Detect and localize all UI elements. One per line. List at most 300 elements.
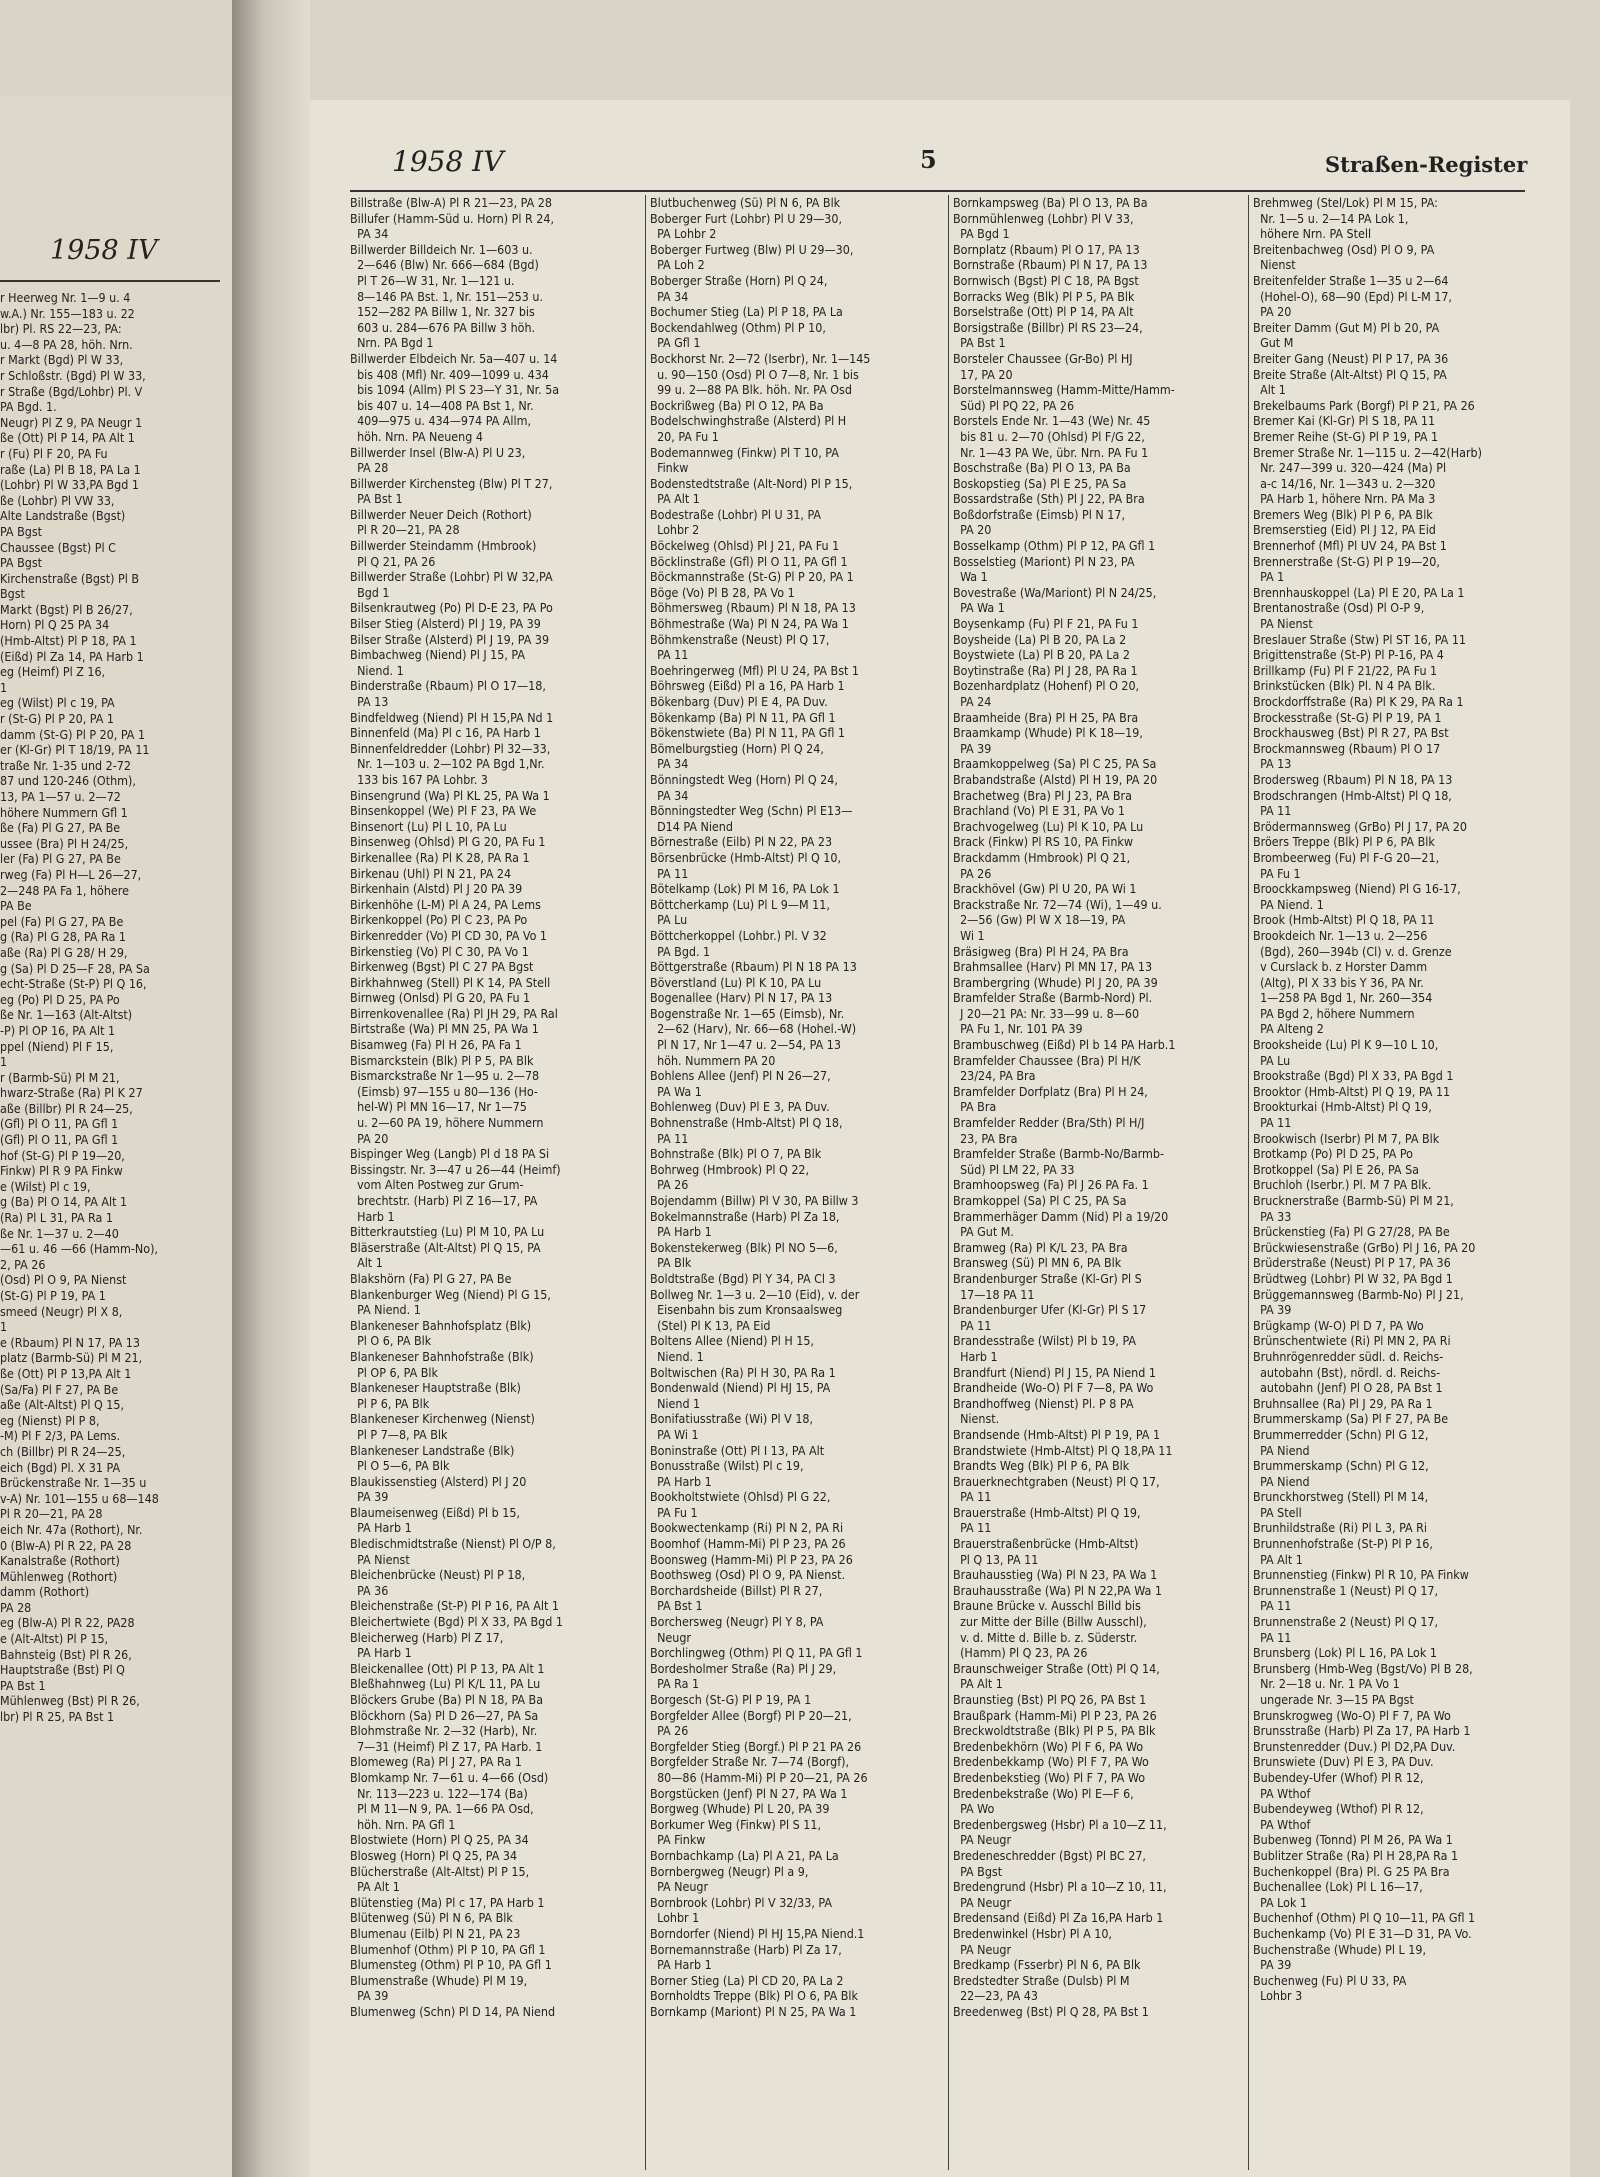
register-entry-line: (Gfl) Pl O 11, PA Gfl 1 [0, 1132, 119, 1148]
page-header-title: Straßen-Register [1325, 152, 1528, 177]
register-entry-line: Brammerhäger Damm (Nid) Pl a 19/20 [953, 1208, 1169, 1224]
register-entry-line: Birkenhain (Alstd) Pl J 20 PA 39 [350, 881, 523, 897]
register-entry-line: Bleichertwiete (Bgd) Pl X 33, PA Bgd 1 [350, 1614, 563, 1630]
register-entry-line: Blumenweg (Schn) Pl D 14, PA Niend [350, 2003, 556, 2019]
register-entry-line: Harb 1 [953, 1348, 998, 1364]
register-entry-line: Bruhnrögenredder südl. d. Reichs- [1253, 1348, 1444, 1364]
register-entry-line: Boskopstieg (Sa) Pl E 25, PA Sa [953, 475, 1127, 491]
register-entry-line: e (Alt-Altst) Pl P 15, [0, 1631, 109, 1647]
register-entry-line: PA Niend. 1 [1253, 896, 1324, 912]
register-entry-line: Horn) Pl Q 25 PA 34 [0, 617, 110, 633]
register-entry-line: Boomhof (Hamm-Mi) Pl P 23, PA 26 [650, 1536, 846, 1552]
register-entry-line: Brombeerweg (Fu) Pl F-G 20—21, [1253, 849, 1440, 865]
register-entry-line: Brückwiesenstraße (GrBo) Pl J 16, PA 20 [1253, 1239, 1476, 1255]
register-entry-line: (Bgd), 260—394b (Cl) v. d. Grenze [1253, 943, 1452, 959]
register-entry-line: Bogenstraße Nr. 1—65 (Eimsb), Nr. [650, 1005, 845, 1021]
register-entry-line: Bodemannweg (Finkw) Pl T 10, PA [650, 444, 839, 460]
register-entry-line: (Eißd) Pl Za 14, PA Harb 1 [0, 648, 144, 664]
register-entry-line: Bornbergweg (Neugr) Pl a 9, [650, 1863, 809, 1879]
register-entry-line: Bredenbekhörn (Wo) Pl F 6, PA Wo [953, 1738, 1144, 1754]
register-entry-line: Blücherstraße (Alt-Altst) Pl P 15, [350, 1863, 530, 1879]
register-entry-line: Brook (Hmb-Altst) Pl Q 18, PA 11 [1253, 912, 1435, 928]
register-entry-line: PA Niend [1253, 1473, 1310, 1489]
register-entry-line: PA 1 [1253, 569, 1285, 585]
register-entry-line: (Hmb-Altst) Pl P 18, PA 1 [0, 633, 137, 649]
register-entry-line: PA Alt 1 [650, 491, 700, 507]
register-entry-line: Bornstraße (Rbaum) Pl N 17, PA 13 [953, 257, 1148, 273]
register-entry-line: Birkenstieg (Vo) Pl C 30, PA Vo 1 [350, 943, 529, 959]
register-entry-line: Brunnenhofstraße (St-P) Pl P 16, [1253, 1536, 1433, 1552]
register-entry-line: Billwerder Billdeich Nr. 1—603 u. [350, 241, 533, 257]
register-entry-line: Bubenweg (Tonnd) Pl M 26, PA Wa 1 [1253, 1832, 1453, 1848]
register-entry-line: (Gfl) Pl O 11, PA Gfl 1 [0, 1116, 119, 1132]
register-entry-line: PA 13 [350, 694, 389, 709]
register-entry-line: v Curslack b. z Horster Damm [1253, 959, 1428, 975]
register-entry-line: bis 407 u. 14—408 PA Bst 1, Nr. [350, 397, 534, 413]
register-entry-line: 13, PA 1—57 u. 2—72 [0, 789, 121, 804]
register-entry-line: Bosselkamp (Othm) Pl P 12, PA Gfl 1 [953, 538, 1156, 554]
register-entry-line: Bispinger Weg (Langb) Pl d 18 PA Si [350, 1146, 550, 1162]
register-entry-line: PA Bst 1 [953, 335, 1006, 351]
register-entry-line: Nienst. [953, 1411, 1000, 1427]
register-entry-line: 20, PA Fu 1 [650, 428, 719, 444]
register-entry-line: ße (Ott) Pl P 13,PA Alt 1 [0, 1365, 132, 1381]
register-entry-line: Bruchloh (Iserbr.) Pl. M 7 PA Blk. [1253, 1177, 1432, 1193]
register-entry-line: u. 90—150 (Osd) Pl O 7—8, Nr. 1 bis [650, 366, 859, 382]
register-entry-line: Alt 1 [350, 1255, 383, 1271]
register-entry-line: Pl OP 6, PA Blk [350, 1364, 438, 1380]
register-entry-line: PA 11 [1253, 803, 1292, 819]
register-entry-line: Breite Straße (Alt-Altst) Pl Q 15, PA [1253, 366, 1447, 382]
register-entry-line: rweg (Fa) Pl H—L 26—27, [0, 866, 142, 882]
register-entry-line: (Osd) Pl O 9, PA Nienst [0, 1272, 127, 1288]
register-entry-line: Brotkoppel (Sa) Pl E 26, PA Sa [1253, 1161, 1419, 1177]
register-entry-line: Brummerskamp (Sa) Pl F 27, PA Be [1253, 1411, 1449, 1427]
register-entry-line: Lohbr 3 [1253, 1988, 1303, 2004]
register-entry-line: 23, PA Bra [953, 1130, 1018, 1146]
register-entry-line: Börnestraße (Eilb) Pl N 22, PA 23 [650, 834, 833, 850]
register-entry-line: Pl N 17, Nr 1—47 u. 2—54, PA 13 [650, 1037, 841, 1053]
register-entry-line: Blumenau (Eilb) Pl N 21, PA 23 [350, 1925, 521, 1941]
register-entry-line: (St-G) Pl P 19, PA 1 [0, 1288, 106, 1303]
register-entry-line: lbr) Pl. RS 22—23, PA: [0, 321, 122, 337]
register-entry-line: Blütenstieg (Ma) Pl c 17, PA Harb 1 [350, 1894, 545, 1910]
register-entry-line: Brandenburger Straße (Kl-Gr) Pl S [953, 1270, 1142, 1286]
register-entry-line: Bilser Straße (Alsterd) Pl J 19, PA 39 [350, 631, 550, 647]
register-entry-line: PA 28 [0, 1599, 32, 1615]
register-entry-line: 23/24, PA Bra [953, 1068, 1036, 1084]
register-entry-line: Brunstenredder (Duv.) Pl D2,PA Duv. [1253, 1738, 1456, 1754]
register-entry-line: Blaukissenstieg (Alsterd) Pl J 20 [350, 1473, 527, 1489]
register-entry-line: PA 39 [1253, 1957, 1292, 1973]
register-entry-line: Breslauer Straße (Stw) Pl ST 16, PA 11 [1253, 631, 1466, 647]
register-entry-line: (Ra) Pl L 31, PA Ra 1 [0, 1210, 113, 1226]
register-entry-line: Birrenkovenallee (Ra) Pl JH 29, PA Ral [350, 1005, 558, 1021]
register-entry-line: Bredenbekstieg (Wo) Pl F 7, PA Wo [953, 1769, 1146, 1785]
register-entry-line: Kirchenstraße (Bgst) Pl B [0, 570, 139, 586]
register-entry-line: PA Neugr [953, 1941, 1012, 1957]
register-entry-line: Bgd 1 [350, 584, 390, 600]
register-entry-line: PA Bra [953, 1099, 997, 1115]
register-entry-line: PA 39 [1253, 1302, 1292, 1318]
register-entry-line: Bokenstekerweg (Blk) Pl NO 5—6, [650, 1239, 838, 1255]
register-entry-line: Böttgerstraße (Rbaum) Pl N 18 PA 13 [650, 959, 857, 975]
register-entry-line: Breiter Damm (Gut M) Pl b 20, PA [1253, 319, 1440, 335]
register-entry-line: Billwerder Kirchensteg (Blw) Pl T 27, [350, 475, 553, 491]
register-entry-line: r (Barmb-Sü) Pl M 21, [0, 1069, 120, 1085]
register-entry-line: Nr. 247—399 u. 320—424 (Ma) Pl [1253, 460, 1447, 476]
register-entry-line: PA Bst 1 [650, 1598, 703, 1614]
register-entry-line: Brucknerstraße (Barmb-Sü) Pl M 21, [1253, 1193, 1454, 1208]
register-entry-line: Bramfelder Dorfplatz (Bra) Pl H 24, [953, 1083, 1148, 1099]
register-entry-line: Nr. 2—18 u. Nr. 1 PA Vo 1 [1253, 1676, 1400, 1692]
register-entry-line: Bornkamp (Mariont) Pl N 25, PA Wa 1 [650, 2003, 857, 2019]
register-entry-line: Brügkamp (W-O) Pl D 7, PA Wo [1253, 1317, 1424, 1333]
register-entry-line: Brehmweg (Stel/Lok) Pl M 15, PA: [1253, 195, 1438, 210]
register-entry-line: PA Bgd 1 [953, 226, 1010, 242]
register-entry-line: Neugr [650, 1629, 692, 1645]
register-entry-line: autobahn (Bst), nördl. d. Reichs- [1253, 1364, 1441, 1380]
register-entry-line: Brückenstraße Nr. 1—35 u [0, 1475, 147, 1491]
register-entry-line: Bredeneschredder (Bgst) Pl BC 27, [953, 1847, 1146, 1863]
register-entry-line: Brauerstraßenbrücke (Hmb-Altst) [953, 1536, 1139, 1552]
register-entry-line: Braamkoppelweg (Sa) Pl C 25, PA Sa [953, 756, 1157, 772]
header-rule [350, 190, 1525, 192]
register-entry-line: Brummerskamp (Schn) Pl G 12, [1253, 1458, 1429, 1474]
register-entry-line: r (Fu) Pl F 20, PA Fu [0, 445, 108, 461]
register-entry-line: bis 81 u. 2—70 (Ohlsd) Pl F/G 22, [953, 428, 1145, 444]
register-entry-line: Brunsstraße (Harb) Pl Za 17, PA Harb 1 [1253, 1723, 1471, 1739]
register-entry-line: Böhrsweg (Eißd) Pl a 16, PA Harb 1 [650, 678, 845, 694]
register-entry-line: Buchenallee (Lok) Pl L 16—17, [1253, 1879, 1423, 1895]
register-entry-line: PA 11 [650, 1130, 689, 1146]
register-entry-line: Böcklinstraße (Gfl) Pl O 11, PA Gfl 1 [650, 553, 848, 569]
register-entry-line: Bockhorst Nr. 2—72 (Iserbr), Nr. 1—145 [650, 350, 871, 366]
register-entry-line: Brackstraße Nr. 72—74 (Wi), 1—49 u. [953, 896, 1162, 912]
register-entry-line: Boothsweg (Osd) Pl O 9, PA Nienst. [650, 1567, 846, 1583]
register-entry-line: Boberger Straße (Horn) Pl Q 24, [650, 272, 828, 288]
register-entry-line: Brandts Weg (Blk) Pl P 6, PA Blk [953, 1458, 1130, 1474]
register-entry-line: Buchenkoppel (Bra) Pl. G 25 PA Bra [1253, 1863, 1450, 1879]
register-entry-line: aße (Ra) Pl G 28/ H 29, [0, 944, 128, 960]
register-entry-line: Bötelkamp (Lok) Pl M 16, PA Lok 1 [650, 881, 840, 897]
register-entry-line: eg (Po) Pl D 25, PA Po [0, 991, 120, 1007]
register-entry-line: Neugr) Pl Z 9, PA Neugr 1 [0, 414, 143, 430]
register-entry-line: Borndorfer (Niend) Pl HJ 15,PA Niend.1 [650, 1925, 865, 1941]
register-entry-line: Blomkamp Nr. 7—61 u. 4—66 (Osd) [350, 1769, 549, 1785]
register-entry-line: Brotkamp (Po) Pl D 25, PA Po [1253, 1146, 1413, 1162]
register-entry-line: PA Bgst [0, 523, 42, 539]
register-entry-line: höh. Nrn. PA Gfl 1 [350, 1816, 456, 1832]
register-entry-line: Bockrißweg (Ba) Pl O 12, PA Ba [650, 397, 824, 413]
register-entry-line: Buchenweg (Fu) Pl U 33, PA [1253, 1972, 1407, 1988]
register-entry-line: Brillkamp (Fu) Pl F 21/22, PA Fu 1 [1253, 662, 1438, 678]
register-entry-line: Birkenredder (Vo) Pl CD 30, PA Vo 1 [350, 927, 548, 943]
register-entry-line: Niend 1 [650, 1395, 701, 1411]
register-entry-line: Bläserstraße (Alt-Altst) Pl Q 15, PA [350, 1239, 541, 1255]
page-number: 5 [920, 145, 937, 174]
register-entry-line: PA Harb 1, höhere Nrn. PA Ma 3 [1253, 491, 1436, 507]
register-entry-line: Birkhahnweg (Stell) Pl K 14, PA Stell [350, 974, 551, 990]
register-entry-line: Blankeneser Hauptstraße (Blk) [350, 1380, 521, 1396]
page-header-year: 1958 IV [392, 145, 504, 178]
register-entry-line: Brookstraße (Bgd) Pl X 33, PA Bgd 1 [1253, 1068, 1454, 1084]
register-entry-line: PA Harb 1 [650, 1957, 712, 1973]
register-entry-line: Binsenweg (Ohlsd) Pl G 20, PA Fu 1 [350, 834, 546, 850]
register-entry-line: Borchersweg (Neugr) Pl Y 8, PA [650, 1614, 824, 1630]
register-entry-line: Brookturkai (Hmb-Altst) Pl Q 19, [1253, 1099, 1432, 1115]
register-entry-line: Birkenkoppel (Po) Pl C 23, PA Po [350, 912, 528, 928]
register-entry-line: Birkenhöhe (L-M) Pl A 24, PA Lems [350, 896, 541, 912]
register-entry-line: PA 36 [350, 1582, 389, 1598]
register-entry-line: 80—86 (Hamm-Mi) Pl P 20—21, PA 26 [650, 1769, 868, 1785]
register-entry-line: Brüdtweg (Lohbr) Pl W 32, PA Bgd 1 [1253, 1270, 1453, 1286]
register-entry-line: Brunnenstieg (Finkw) Pl R 10, PA Finkw [1253, 1567, 1469, 1583]
register-entry-line: eg (Nienst) Pl P 8, [0, 1412, 100, 1428]
register-entry-line: Bleickenallee (Ott) Pl P 13, PA Alt 1 [350, 1660, 545, 1676]
register-entry-line: ppel (Niend) Pl F 15, [0, 1038, 114, 1054]
register-entry-line: Bisamweg (Fa) Pl H 26, PA Fa 1 [350, 1037, 522, 1053]
right-page [310, 100, 1570, 2177]
register-entry-line: ße (Lohbr) Pl VW 33, [0, 492, 115, 508]
register-entry-line: Borgweg (Whude) Pl L 20, PA 39 [650, 1801, 830, 1817]
register-entry-line: aße (Billbr) Pl R 24—25, [0, 1100, 133, 1116]
register-entry-line: Bramfelder Straße (Barmb-Nord) Pl. [953, 990, 1153, 1006]
register-entry-line: Bitterkrautstieg (Lu) Pl M 10, PA Lu [350, 1224, 545, 1240]
register-entry-line: eg (Heimf) Pl Z 16, [0, 664, 106, 680]
register-entry-line: PA 34 [350, 226, 389, 242]
register-entry-line: Bleichenstraße (St-P) Pl P 16, PA Alt 1 [350, 1598, 559, 1614]
register-entry-line: Bornplatz (Rbaum) Pl O 17, PA 13 [953, 241, 1140, 257]
register-entry-line: 2, PA 26 [0, 1256, 46, 1272]
register-entry-line: ler (Fa) Pl G 27, PA Be [0, 851, 121, 867]
register-entry-line: PA 11 [650, 865, 689, 881]
left-page-column [0, 290, 210, 1725]
register-entry-line: ussee (Bra) Pl H 24/25, [0, 835, 129, 851]
register-entry-line: PA Neugr [650, 1879, 709, 1895]
register-entry-line: Braamheide (Bra) Pl H 25, PA Bra [953, 709, 1139, 725]
register-entry-line: Brookwisch (Iserbr) Pl M 7, PA Blk [1253, 1130, 1440, 1146]
register-entry-line: Brunhildstraße (Ri) Pl L 3, PA Ri [1253, 1520, 1428, 1536]
register-entry-line: PA 13 [1253, 756, 1292, 772]
register-entry-line: Bornbrook (Lohbr) Pl V 32/33, PA [650, 1894, 832, 1910]
register-entry-line: Boltens Allee (Niend) Pl H 15, [650, 1333, 814, 1349]
register-entry-line: Nr. 1—103 u. 2—102 PA Bgd 1,Nr. [350, 756, 545, 772]
register-entry-line: PA 11 [1253, 1115, 1292, 1131]
register-entry-line: Bonusstraße (Wilst) Pl c 19, [650, 1458, 804, 1474]
register-entry-line: hel-W) Pl MN 16—17, Nr 1—75 [350, 1099, 527, 1115]
register-entry-line: Mühlenweg (Rothort) [0, 1568, 118, 1584]
register-entry-line: Bramhoopsweg (Fa) Pl J 26 PA Fa. 1 [953, 1177, 1149, 1193]
register-entry-line: PA Gut M. [953, 1224, 1014, 1240]
register-entry-line: ße (Ott) Pl P 14, PA Alt 1 [0, 430, 135, 446]
register-entry-line: Bremer Straße Nr. 1—115 u. 2—42(Harb) [1253, 444, 1482, 460]
register-entry-line: PA Bgd. 1. [0, 399, 57, 415]
register-entry-line: Brauerknechtgraben (Neust) Pl Q 17, [953, 1473, 1160, 1489]
register-entry-line: 133 bis 167 PA Lohbr. 3 [350, 771, 488, 787]
register-entry-line: Billwerder Insel (Blw-A) Pl U 23, [350, 444, 526, 460]
register-entry-line: Borchlingweg (Othm) Pl Q 11, PA Gfl 1 [650, 1645, 863, 1661]
register-entry-line: Süd) Pl PQ 22, PA 26 [953, 397, 1075, 413]
register-entry-line: Blumensteg (Othm) Pl P 10, PA Gfl 1 [350, 1957, 552, 1973]
register-entry-line: Braamkamp (Whude) Pl K 18—19, [953, 725, 1143, 741]
register-entry-line: Borgstücken (Jenf) Pl N 27, PA Wa 1 [650, 1785, 848, 1801]
register-entry-line: Bindfeldweg (Niend) Pl H 15,PA Nd 1 [350, 709, 554, 725]
register-entry-line: traße Nr. 1-35 und 2-72 [0, 757, 131, 773]
register-entry-line: 2—646 (Blw) Nr. 666—684 (Bgd) [350, 257, 539, 273]
register-entry-line: Bornwisch (Bgst) Pl C 18, PA Bgst [953, 272, 1139, 288]
register-entry-line: Brookdeich Nr. 1—13 u. 2—256 [1253, 927, 1428, 943]
register-entry-line: Borsigstraße (Billbr) Pl RS 23—24, [953, 319, 1143, 335]
register-entry-line: Billwerder Steindamm (Hmbrook) [350, 538, 537, 554]
register-entry-line: bis 408 (Mfl) Nr. 409—1099 u. 434 [350, 366, 549, 382]
register-entry-line: Borstelmannsweg (Hamm-Mitte/Hamm- [953, 382, 1175, 398]
register-entry-line: Borner Stieg (La) Pl CD 20, PA La 2 [650, 1972, 844, 1988]
register-entry-line: PA Niend. 1 [350, 1302, 421, 1318]
register-entry-line: Braune Brücke v. Ausschl Billd bis [953, 1598, 1141, 1614]
register-entry-line: Bredenwinkel (Hsbr) Pl A 10, [953, 1925, 1112, 1941]
register-entry-line: Bremers Weg (Blk) Pl P 6, PA Blk [1253, 506, 1433, 522]
register-entry-line: Nr. 113—223 u. 122—174 (Ba) [350, 1785, 528, 1801]
register-entry-line: Breckwoldtstraße (Blk) Pl P 5, PA Blk [953, 1723, 1156, 1739]
register-entry-line: PA Lok 1 [1253, 1894, 1308, 1910]
register-entry-line: Blohmstraße Nr. 2—32 (Harb), Nr. [350, 1723, 538, 1739]
register-entry-line: Blöckhorn (Sa) Pl D 26—27, PA Sa [350, 1707, 539, 1723]
register-entry-line: PA 26 [650, 1723, 689, 1739]
register-entry-line: Bohnenstraße (Hmb-Altst) Pl Q 18, [650, 1115, 843, 1131]
register-entry-line: Brentanostraße (Osd) Pl O-P 9, [1253, 600, 1425, 616]
register-entry-line: 2—62 (Harv), Nr. 66—68 (Hohel.-W) [650, 1021, 857, 1037]
register-entry-line: smeed (Neugr) Pl X 8, [0, 1303, 123, 1319]
register-entry-line: Brahmsallee (Harv) Pl MN 17, PA 13 [953, 959, 1153, 975]
register-entry-line: Pl O 6, PA Blk [350, 1333, 432, 1349]
register-entry-line: Brandsende (Hmb-Altst) Pl P 19, PA 1 [953, 1426, 1161, 1442]
register-entry-line: PA 39 [953, 740, 992, 756]
register-entry-line: Pl Q 21, PA 26 [350, 553, 436, 569]
register-entry-line: Bondenwald (Niend) Pl HJ 15, PA [650, 1380, 831, 1396]
register-entry-line: (Sa/Fa) Pl F 27, PA Be [0, 1381, 119, 1397]
register-entry-line: r (St-G) Pl P 20, PA 1 [0, 711, 114, 727]
register-entry-line: PA 33 [1253, 1208, 1292, 1224]
register-entry-line: Brockesstraße (St-G) Pl P 19, PA 1 [1253, 709, 1442, 725]
register-entry-line: brechtstr. (Harb) Pl Z 16—17, PA [350, 1193, 538, 1208]
register-entry-line: Bleßhahnweg (Lu) Pl K/L 11, PA Lu [350, 1676, 541, 1692]
register-entry-line: Bransweg (Sü) Pl MN 6, PA Blk [953, 1255, 1122, 1271]
register-entry-line: Bookwectenkamp (Ri) Pl N 2, PA Ri [650, 1520, 844, 1536]
register-entry-line: Bahnsteig (Bst) Pl R 26, [0, 1646, 132, 1662]
register-entry-line: Chaussee (Bgst) Pl C [0, 539, 116, 555]
register-entry-line: (Eimsb) 97—155 u 80—136 (Ho- [350, 1083, 538, 1099]
register-entry-line: ße Nr. 1—37 u. 2—40 [0, 1225, 119, 1241]
register-entry-line: Pl R 20—21, PA 28 [0, 1506, 103, 1522]
register-entry-line: PA Niend [1253, 1442, 1310, 1458]
register-entry-line: Blankeneser Landstraße (Blk) [350, 1442, 515, 1458]
register-entry-line: PA Wthof [1253, 1816, 1311, 1832]
register-entry-line: Brockmannsweg (Rbaum) Pl O 17 [1253, 740, 1441, 756]
register-entry-line: Blankeneser Bahnhofstraße (Blk) [350, 1348, 534, 1364]
register-entry-line: PA Harb 1 [650, 1224, 712, 1240]
register-entry-line: Süd) Pl LM 22, PA 33 [953, 1161, 1075, 1177]
register-entry-line: Bimbachweg (Niend) Pl J 15, PA [350, 647, 525, 663]
register-entry-line: PA Finkw [650, 1832, 706, 1848]
register-entry-line: Böhmestraße (Wa) Pl N 24, PA Wa 1 [650, 616, 849, 632]
register-entry-line: Blumenstraße (Whude) Pl M 19, [350, 1972, 528, 1988]
register-entry-line: Boschstraße (Ba) Pl O 13, PA Ba [953, 460, 1131, 476]
register-entry-line: Pl O 5—6, PA Blk [350, 1458, 450, 1474]
register-entry-line: PA Harb 1 [350, 1520, 412, 1536]
register-entry-line: Bilsenkrautweg (Po) Pl D-E 23, PA Po [350, 600, 553, 616]
register-entry-line: (Hohel-O), 68—90 (Epd) Pl L-M 17, [1253, 288, 1452, 304]
register-entry-line: Bismarckstraße Nr 1—95 u. 2—78 [350, 1068, 540, 1084]
register-entry-line: Breiter Gang (Neust) Pl P 17, PA 36 [1253, 350, 1449, 366]
register-entry-line: Böhmkenstraße (Neust) Pl Q 17, [650, 631, 830, 647]
register-entry-line: Bilser Stieg (Alsterd) Pl J 19, PA 39 [350, 616, 541, 632]
register-entry-line: Böhmersweg (Rbaum) Pl N 18, PA 13 [650, 600, 856, 616]
register-entry-line: eg (Blw-A) Pl R 22, PA28 [0, 1615, 135, 1631]
register-entry-line: Birkenau (Uhl) Pl N 21, PA 24 [350, 865, 512, 881]
register-entry-line: Bublitzer Straße (Ra) Pl H 28,PA Ra 1 [1253, 1847, 1459, 1863]
register-entry-line: Brockdorffstraße (Ra) Pl K 29, PA Ra 1 [1253, 694, 1464, 709]
register-entry-line: PA Bgst [0, 555, 42, 571]
register-entry-line: eich (Bgd) Pl. X 31 PA [0, 1459, 121, 1475]
register-entry-line: Borgfelder Allee (Borgf) Pl P 20—21, [650, 1707, 852, 1723]
register-entry-line: Brunnenstraße 1 (Neust) Pl Q 17, [1253, 1582, 1439, 1598]
register-entry-line: Brunswiete (Duv) Pl E 3, PA Duv. [1253, 1754, 1434, 1770]
register-entry-line: PA Bgd. 1 [650, 943, 711, 959]
register-entry-line: Bookholtstwiete (Ohlsd) Pl G 22, [650, 1489, 831, 1505]
register-entry-line: Borchardsheide (Billst) Pl R 27, [650, 1582, 823, 1598]
register-entry-line: PA Alteng 2 [1253, 1021, 1324, 1037]
register-entry-line: PA Fu 1 [1253, 865, 1301, 881]
register-entry-line: Bokelmannstraße (Harb) Pl Za 18, [650, 1208, 840, 1224]
register-entry-line: Braußpark (Hamm-Mi) Pl P 23, PA 26 [953, 1707, 1157, 1723]
register-entry-line: Buchenstraße (Whude) Pl L 19, [1253, 1941, 1427, 1957]
register-entry-line: e (Rbaum) Pl N 17, PA 13 [0, 1334, 140, 1350]
register-entry-line: Borracks Weg (Blk) Pl P 5, PA Blk [953, 288, 1135, 304]
register-entry-line: 7—31 (Heimf) Pl Z 17, PA Harb. 1 [350, 1738, 543, 1754]
register-entry-line: Bodestraße (Lohbr) Pl U 31, PA [650, 506, 822, 522]
register-entry-line: Bgst [0, 586, 25, 602]
register-entry-line: Brüderstraße (Neust) Pl P 17, PA 36 [1253, 1255, 1451, 1271]
register-entry-line: Birkenweg (Bgst) Pl C 27 PA Bgst [350, 959, 534, 975]
register-entry-line: 2—56 (Gw) Pl W X 18—19, PA [953, 912, 1126, 928]
register-entry-line: Brückenstieg (Fa) Pl G 27/28, PA Be [1253, 1224, 1450, 1240]
register-entry-line: PA Ra 1 [650, 1676, 700, 1692]
register-entry-line: Breitenbachweg (Osd) Pl O 9, PA [1253, 241, 1435, 257]
register-entry-line: höh. Nummern PA 20 [650, 1052, 776, 1068]
register-entry-line: 1 [0, 1319, 8, 1335]
register-entry-line: g (Sa) Pl D 25—F 28, PA Sa [0, 960, 150, 976]
register-entry-line: Pl P 7—8, PA Blk [350, 1426, 448, 1442]
register-entry-line: Eisenbahn bis zum Kronsaalsweg [650, 1302, 843, 1318]
register-entry-line: Boberger Furtweg (Blw) Pl U 29—30, [650, 241, 854, 257]
register-entry-line: Brockhausweg (Bst) Pl R 27, PA Bst [1253, 725, 1449, 741]
register-entry-line: Bömelburgstieg (Horn) Pl Q 24, [650, 740, 824, 756]
register-entry-line: 1 [0, 1054, 8, 1070]
register-entry-line: Brunckhorstweg (Stell) Pl M 14, [1253, 1489, 1429, 1505]
register-entry-line: PA 11 [1253, 1629, 1292, 1645]
register-entry-line: Binnenfeld (Ma) Pl c 16, PA Harb 1 [350, 725, 541, 741]
register-entry-line: Brennerhof (Mfl) Pl UV 24, PA Bst 1 [1253, 538, 1447, 554]
register-entry-line: PA Bgd 2, höhere Nummern [1253, 1005, 1415, 1021]
register-entry-line: PA 34 [650, 756, 689, 772]
register-entry-line: Bohlenweg (Duv) Pl E 3, PA Duv. [650, 1099, 830, 1115]
register-entry-line: Brooksheide (Lu) Pl K 9—10 L 10, [1253, 1037, 1439, 1053]
register-entry-line: 17, PA 20 [953, 366, 1013, 382]
register-entry-line: damm (Rothort) [0, 1584, 90, 1600]
register-entry-line: Bornholdts Treppe (Blk) Pl O 6, PA Blk [650, 1988, 858, 2004]
register-entry-line: PA Lu [1253, 1052, 1291, 1068]
